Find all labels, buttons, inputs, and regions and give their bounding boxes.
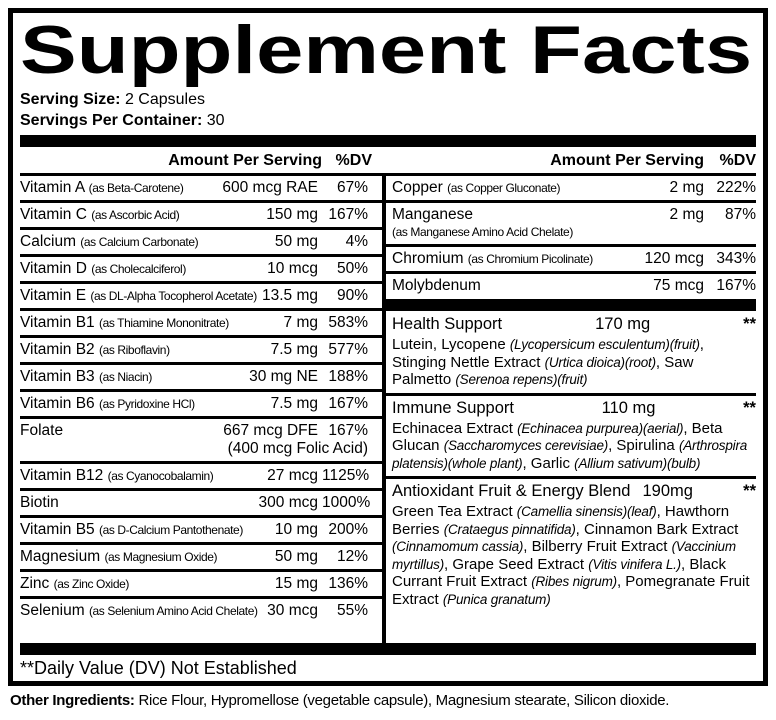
blend-amount: 170 mg [595,315,651,333]
blend-desc-latin: (Saccharomyces cerevisiae) [443,438,609,453]
nutrient-row-biotin [20,488,382,515]
amount-per-serving-header: Amount Per Serving [168,152,322,169]
blend-desc-segment: Green Tea Extract [392,503,517,520]
serving-size-value: 2 Capsules [124,91,205,108]
nutrient-name: Vitamin B3 [20,368,95,385]
nutrient-name: Calcium [20,233,76,250]
blend-amount: 110 mg [601,398,656,417]
blend-desc-latin: (Camellia sinensis)(leaf) [516,504,657,519]
blend-desc-segment: , Black Currant Fruit Extract [392,555,726,590]
blend-desc-segment: , Grape Seed Extract [444,555,589,573]
nutrient-row-selenium [20,596,382,623]
nutrient-row-vitamin-c [20,200,382,227]
column-headers [20,147,756,176]
supplement-facts-panel [8,8,768,686]
nutrient-form: (as Niacin) [98,370,152,384]
nutrient-name: Vitamin D [20,260,87,277]
nutrient-dv: 87% [724,206,756,223]
blend-desc-segment: , Stinging Nettle Extract [392,336,704,371]
dv-header: %DV [335,152,372,169]
blend-desc-segment: , Garlic [522,454,575,472]
dv-header: %DV [719,152,756,169]
nutrient-form: (as Zinc Oxide) [53,577,129,591]
nutrient-form: (as Cyanocobalamin) [107,469,214,483]
nutrient-name: Vitamin E [20,287,87,304]
nutrient-name: Copper [392,179,443,196]
nutrient-amount: 13.5 mg [261,287,318,304]
nutrient-amount: 75 mcg [653,277,704,294]
nutrient-dv: 343% [716,250,756,267]
blend-ingredients [392,336,756,389]
nutrient-row-vitamin-b2 [20,335,382,362]
blend-ingredients [392,503,756,608]
daily-value-footnote: **Daily Value (DV) Not Established [20,658,297,678]
other-ingredients-text: Rice Flour, Hypromellose (vegetable capsule), Magnesium stearate, Silicon dioxide. [138,692,670,709]
nutrient-dv: 1125% [322,467,370,484]
nutrient-row-vitamin-b3 [20,362,382,389]
nutrient-form: (as D-Calcium Pantothenate) [98,523,243,537]
nutrient-row-molybdenum [386,271,756,298]
nutrient-dv: 167% [328,422,368,439]
nutrient-amount: 2 mg [669,179,704,196]
blend-desc-latin: (Echinacea purpurea)(aerial) [517,420,684,436]
blend-desc-latin: (Lycopersicum esculentum)(fruit) [509,337,700,352]
serving-size-line [20,89,756,110]
nutrient-amount: 27 mcg [267,467,318,484]
nutrient-row-vitamin-d [20,254,382,281]
nutrient-form: (as Manganese Amino Acid Chelate) [392,225,573,239]
nutrient-amount: 120 mcg [644,250,704,267]
nutrient-dv: 67% [336,179,368,196]
left-column [20,176,382,643]
nutrient-form: (as Chromium Picolinate) [467,252,593,266]
nutrient-dv: 1000% [322,494,371,511]
nutrient-row-manganese [386,200,756,244]
nutrient-name: Vitamin B6 [20,395,95,412]
blend-desc-segment: Lutein, Lycopene [392,336,510,353]
other-ingredients-label: Other Ingredients: [10,692,135,709]
nutrient-dv: 222% [716,179,756,196]
right-column-header [386,147,756,173]
servings-per-container-label: Servings Per Container: [20,112,203,129]
nutrient-dv: 50% [336,260,368,277]
nutrient-amount: 667 mcg DFE [223,422,318,439]
blend-desc-latin: (Serenoa repens)(fruit) [455,372,588,387]
blend-amount: 190mg [642,482,693,500]
blend-desc-latin: (Cinnamomum cassia) [392,539,524,554]
nutrient-dv: 12% [336,548,368,565]
blend-dv: ** [743,482,756,500]
blend-desc-latin: (Punica granatum) [442,591,551,607]
nutrient-form: (as DL-Alpha Tocopherol Acetate) [90,289,257,303]
nutrient-name: Vitamin C [20,206,87,223]
servings-per-container-value: 30 [206,112,225,129]
blend-desc-latin: (Urtica dioica)(root) [544,354,656,370]
left-column-header [20,147,386,173]
nutrient-form: (as Cholecalciferol) [91,262,186,276]
nutrient-name: Vitamin B2 [20,341,95,358]
nutrient-row-magnesium [20,542,382,569]
nutrient-dv: 90% [336,287,368,304]
blend-desc-segment: , Spirulina [608,437,679,454]
nutrient-amount-secondary: (400 mcg Folic Acid) [227,440,368,457]
nutrient-amount: 50 mg [274,548,318,565]
nutrient-name: Biotin [20,494,59,511]
serving-size-label: Serving Size: [20,91,121,108]
nutrient-amount: 15 mg [274,575,318,592]
nutrient-row-vitamin-b5 [20,515,382,542]
nutrient-name: Selenium [20,602,85,619]
blend-desc-segment: , Saw Palmetto [392,353,694,388]
nutrient-dv: 167% [328,206,368,223]
nutrient-name: Zinc [20,575,50,592]
nutrient-dv: 55% [336,602,368,619]
nutrient-amount: 2 mg [669,206,704,223]
nutrient-amount: 7.5 mg [270,395,318,412]
nutrient-columns [20,176,756,643]
blend-immune-support [386,393,756,477]
nutrient-row-vitamin-e [20,281,382,308]
divider-bar-bottom [20,643,756,655]
blend-desc-segment: , Beta Glucan [392,419,723,454]
blend-desc-latin: (Ribes nigrum) [531,574,617,589]
blend-desc-segment: , Hawthorn Berries [392,503,730,538]
serving-info [20,89,756,131]
blend-desc-segment: , Pomegranate Fruit Extract [392,573,750,608]
divider-bar-top [20,135,756,147]
nutrient-amount: 30 mcg [267,602,318,619]
blend-desc-segment: , Cinnamon Bark Extract [575,520,739,538]
nutrient-row-copper [386,176,756,200]
blend-name: Antioxidant Fruit & Energy Blend [392,482,631,500]
blend-desc-latin: (Vaccinium myrtillus) [392,539,736,572]
divider-bar-right-column [386,299,756,311]
nutrient-dv: 167% [328,395,368,412]
nutrient-dv: 583% [328,314,368,331]
nutrient-name: Vitamin B1 [20,314,95,331]
nutrient-form: (as Magnesium Oxide) [104,550,218,564]
nutrient-name: Vitamin B5 [20,521,95,538]
nutrient-dv: 136% [328,575,368,592]
nutrient-dv: 200% [328,521,368,538]
servings-per-container-line [20,110,756,131]
nutrient-row-vitamin-a [20,176,382,200]
nutrient-amount: 7 mg [283,314,318,331]
blend-desc-latin: (Arthrospira platensis)(whole plant) [392,438,748,471]
blend-name: Immune Support [392,398,514,417]
nutrient-row-chromium [386,244,756,271]
nutrient-name: Folate [20,422,64,439]
nutrient-amount: 300 mcg [258,494,318,511]
nutrient-form: (as Pyridoxine HCl) [98,397,195,411]
nutrient-row-zinc [20,569,382,596]
nutrient-amount: 10 mg [274,521,318,538]
blend-health-support [386,312,756,393]
nutrient-amount: 600 mcg RAE [222,179,318,196]
nutrient-form: (as Calcium Carbonate) [80,235,199,249]
nutrient-row-vitamin-b6 [20,389,382,416]
nutrient-name: Magnesium [20,548,101,565]
panel-title: Supplement Facts [20,12,753,88]
blend-desc-latin: (Crataegus pinnatifida) [443,521,576,537]
nutrient-amount: 150 mg [266,206,318,223]
nutrient-form: (as Copper Gluconate) [447,181,561,195]
nutrient-amount: 10 mcg [267,260,318,277]
blend-desc-segment: Echinacea Extract [392,419,518,437]
nutrient-row-folate [20,416,382,461]
nutrient-row-vitamin-b12 [20,461,382,488]
right-column [386,176,756,643]
nutrient-name: Chromium [392,250,464,267]
blend-desc-latin: (Allium sativum)(bulb) [574,455,701,471]
nutrient-form: (as Beta-Carotene) [88,181,184,195]
nutrient-form: (as Selenium Amino Acid Chelate) [88,604,258,618]
blend-dv: ** [743,315,756,333]
blend-desc-latin: (Vitis vinifera L.) [588,556,681,572]
nutrient-dv: 188% [328,368,368,385]
nutrient-name: Molybdenum [392,277,481,294]
nutrient-dv: 167% [716,277,756,294]
nutrient-dv: 4% [345,233,368,250]
nutrient-form: (as Riboflavin) [98,343,170,357]
nutrient-row-calcium [20,227,382,254]
nutrient-name: Vitamin A [20,179,85,196]
nutrient-amount: 7.5 mg [270,341,318,358]
nutrient-name: Manganese [392,206,474,223]
blend-antioxidant-fruit-energy [386,476,756,612]
blend-dv: ** [743,398,756,417]
nutrient-dv: 577% [328,341,368,358]
nutrient-form: (as Thiamine Mononitrate) [98,316,229,330]
nutrient-name: Vitamin B12 [20,467,104,484]
nutrient-row-vitamin-b1 [20,308,382,335]
blend-desc-segment: , Bilberry Fruit Extract [523,538,672,555]
nutrient-amount: 50 mg [274,233,318,250]
other-ingredients-line [10,692,669,709]
nutrient-amount: 30 mg NE [249,368,318,385]
blend-name: Health Support [392,315,503,333]
blend-ingredients [392,420,756,473]
nutrient-form: (as Ascorbic Acid) [91,208,180,222]
amount-per-serving-header: Amount Per Serving [550,152,704,169]
